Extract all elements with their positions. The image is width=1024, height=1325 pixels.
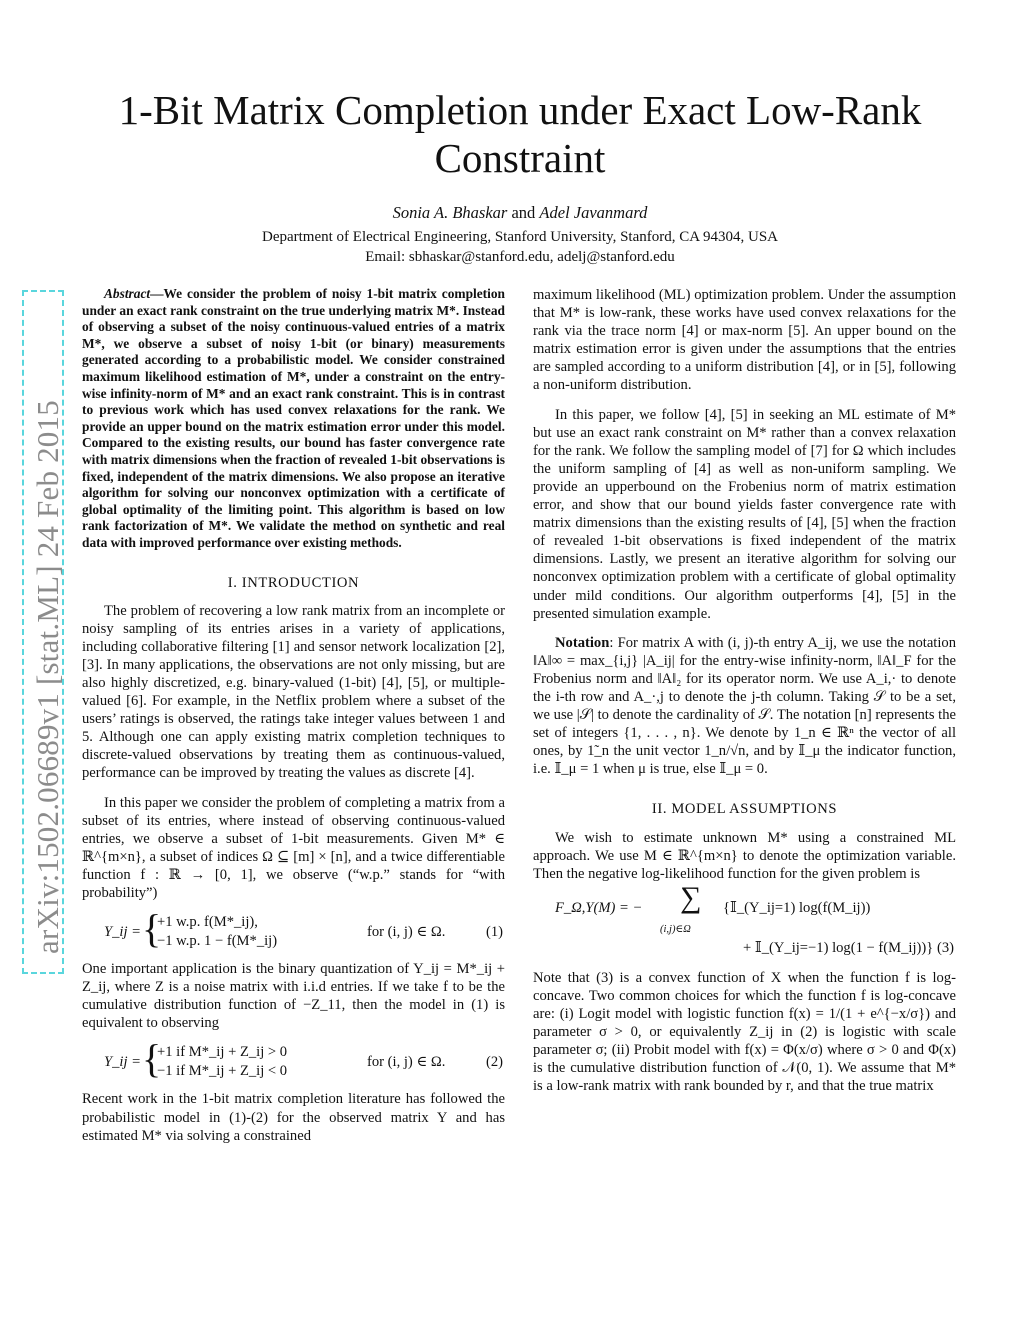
intro-paragraph-2: In this paper we consider the problem of completing a matrix from a subset of its entries, where instead of observing continuous-valued entries, we observe a subset of 1-bit measurements. Given M* ∈ ℝ^{m×n}, a subset of indices Ω ⊆ [m] × [n], and a twice differentiable function f : ℝ → [0, 1], we observe (“w.p.” stands for “with probability”)	[82, 794, 505, 901]
eq2-case-2: −1 if M*_ij + Z_ij < 0	[157, 1063, 288, 1080]
notation-text: : For matrix A with (i, j)-th entry A_ij, we use the notation ‖A‖∞ = max_{i,j} |A_ij| for the entry-wise infinity-norm, ‖A‖_F for the Frobenius norm and ‖A‖₂ for its operator norm. We use A_i,· to denote the i-th row and A_·,j to denote the j-th column. Taking 𝒮 to be a set, we use |𝒮| to denote the cardinality of 𝒮. The notation [n] represents the set of integers {1, . . . , n}. We denote by 1_n ∈ ℝⁿ the vector of all ones, by 1̃_n the unit vector 1_n/√n, and by 𝕀_μ the indicator function, i.e. 𝕀_μ = 1 when μ is true, else 𝕀_μ = 0.	[533, 634, 956, 778]
eq2-condition: for (i, j) ∈ Ω.	[367, 1054, 446, 1071]
eq2-number: (2)	[485, 1054, 503, 1071]
right-paragraph-1: maximum likelihood (ML) optimization problem. Under the assumption that M* is low-rank, these works have used convex relaxations for the rank via the trace norm [4] or max-norm [5]. An upper bound on the matrix estimation error is given under the assumptions that the entries are sampled according to a uniform distribution [4], or in [5], following a non-uniform distribution.	[533, 287, 956, 394]
eq3-sum-symbol: ∑	[680, 880, 702, 914]
abstract	[82, 286, 505, 552]
equation-1	[82, 906, 505, 952]
text-after-eq2: Recent work in the 1-bit matrix completion literature has followed the probabilistic model in (1)-(2) for the observed matrix Y and has estimated M* via solving a constrained	[82, 1091, 505, 1144]
left-column	[82, 286, 505, 1145]
eq3-number: (3)	[936, 939, 954, 956]
author-conjunction: and	[511, 203, 536, 222]
eq2-cases	[157, 1043, 287, 1081]
right-paragraph-2: In this paper, we follow [4], [5] in seeking an ML estimate of M* but use an exact rank constraint on M* rather than a convex relaxation for the rank. We follow the sampling model of [7] for Ω which includes the uniform sampling of [4] as well as non-uniform sampling. We provide an upperbound on the Frobenius norm of matrix estimation error, and show that our bound yields faster convergence rate with matrix dimensions than the existing results of [4], [5] when the fraction of revealed 1-bit observations is fixed independent of the matrix dimensions. Lastly, we present an iterative algorithm for solving our nonconvex optimization problem with a certificate of global optimality under mild conditions. Our algorithm outperforms [4], [5] in the presented simulation example.	[533, 406, 956, 622]
eq1-brace: {	[142, 906, 162, 952]
eq1-case-2: −1 w.p. 1 − f(M*_ij)	[157, 933, 278, 950]
equation-3	[533, 880, 956, 963]
email[interactable]: Email: sbhaskar@stanford.edu, adelj@stanford.edu	[365, 249, 675, 265]
text-after-eq1: One important application is the binary quantization of Y_ij = M*_ij + Z_ij, where Z is a noise matrix with i.i.d entries. If we take f to be the cumulative distribution function of −Z_11, then the model in (1) is equivalent to observing	[82, 961, 505, 1032]
model-paragraph-1: We wish to estimate unknown M* using a constrained ML approach. We use M ∈ ℝ^{m×n} to denote the optimization variable. Then the negative log-likelihood function for the given problem is	[533, 829, 956, 882]
eq2-brace: {	[142, 1036, 162, 1082]
eq3-term-2: + 𝕀_(Y_ij=−1) log(1 − f(M_ij))}	[743, 939, 934, 956]
abstract-lead: Abstract	[104, 286, 151, 301]
section-heading-model: II. MODEL ASSUMPTIONS	[651, 801, 838, 818]
eq1-lhs: Y_ij =	[104, 924, 142, 941]
section-heading-introduction: I. INTRODUCTION	[227, 574, 360, 591]
eq3-lhs: F_Ω,Y(M) = −	[555, 899, 643, 916]
eq1-cases	[157, 913, 277, 951]
notation-label: Notation	[555, 634, 610, 651]
intro-paragraph-1: The problem of recovering a low rank matrix from an incomplete or noisy sampling of its entries arises in a variety of applications, including collaborative filtering [1] and sensor network localization [2], [3]. In many applications, the observations are not only missing, but are also highly discretized, e.g. binary-valued (1-bit) [4], [5], or multiple-valued [6]. For example, in the Netflix problem where a subset of the users’ ratings is observed, the ratings take integer values between 1 and 5. Although one can apply existing matrix completion techniques to discrete-valued observations by treating them as continuous-valued, performance can be improved by treating the values as discrete [4].	[82, 602, 505, 782]
eq1-condition: for (i, j) ∈ Ω.	[367, 924, 446, 941]
eq1-number: (1)	[485, 924, 503, 941]
authors	[90, 203, 950, 223]
author-1: Sonia A. Bhaskar	[392, 203, 508, 222]
eq1-case-1: +1 w.p. f(M*_ij),	[157, 914, 258, 931]
eq3-sum-index: (i,j)∈Ω	[660, 923, 691, 935]
arxiv-identifier[interactable]: arXiv:1502.06689v1 [stat.ML] 24 Feb 2015	[30, 400, 65, 954]
text-after-eq3: Note that (3) is a convex function of X when the function f is log-concave. Two common choices for which the function f is log-concave are: (i) Logit model with logistic function f(x) = 1/(1 + e^{−x/σ}) and parameter σ > 0, or equivalently Z_ij in (2) is logistic with scale parameter σ; (ii) Probit model with f(x) = Φ(x/σ) where σ > 0 and Φ(x) is the cumulative distribution function of 𝒩(0, 1). We assume that M* is a low-rank matrix with rank bounded by r, and that the true matrix	[533, 969, 956, 1095]
author-2: Adel Javanmard	[539, 203, 648, 222]
eq2-case-1: +1 if M*_ij + Z_ij > 0	[157, 1044, 288, 1061]
paper-title: 1-Bit Matrix Completion under Exact Low-Rank Constraint	[118, 87, 922, 181]
equation-2	[82, 1036, 505, 1082]
abstract-text: —We consider the problem of noisy 1-bit matrix completion under an exact rank constraint on the true underlying matrix M*. Instead of observing a subset of the noisy continuous-valued entries of a matrix M*, we observe a subset of noisy 1-bit (or binary) measurements generated according to a probabilistic model. We consider constrained maximum likelihood estimation of M*, under a constraint on the entry-wise infinity-norm of M* and an exact rank constraint. This is in contrast to previous work which has used convex relaxations for the rank. We provide an upper bound on the matrix estimation error under this model. Compared to the existing results, our bound has faster convergence rate with matrix dimensions when the fraction of revealed 1-bit observations is fixed, independent of the matrix dimensions. We also propose an iterative algorithm for solving our nonconvex optimization with a certificate of global optimality of the limiting point. This algorithm is based on low rank factorization of M*. We validate the method on synthetic and real data with improved performance over existing methods.	[82, 286, 505, 550]
eq3-term-1: {𝕀_(Y_ij=1) log(f(M_ij))	[723, 899, 871, 916]
eq2-lhs: Y_ij =	[104, 1054, 142, 1071]
affiliation: Department of Electrical Engineering, Stanford University, Stanford, CA 94304, USA	[262, 229, 778, 245]
notation-paragraph	[533, 634, 956, 779]
right-column	[533, 286, 956, 1095]
